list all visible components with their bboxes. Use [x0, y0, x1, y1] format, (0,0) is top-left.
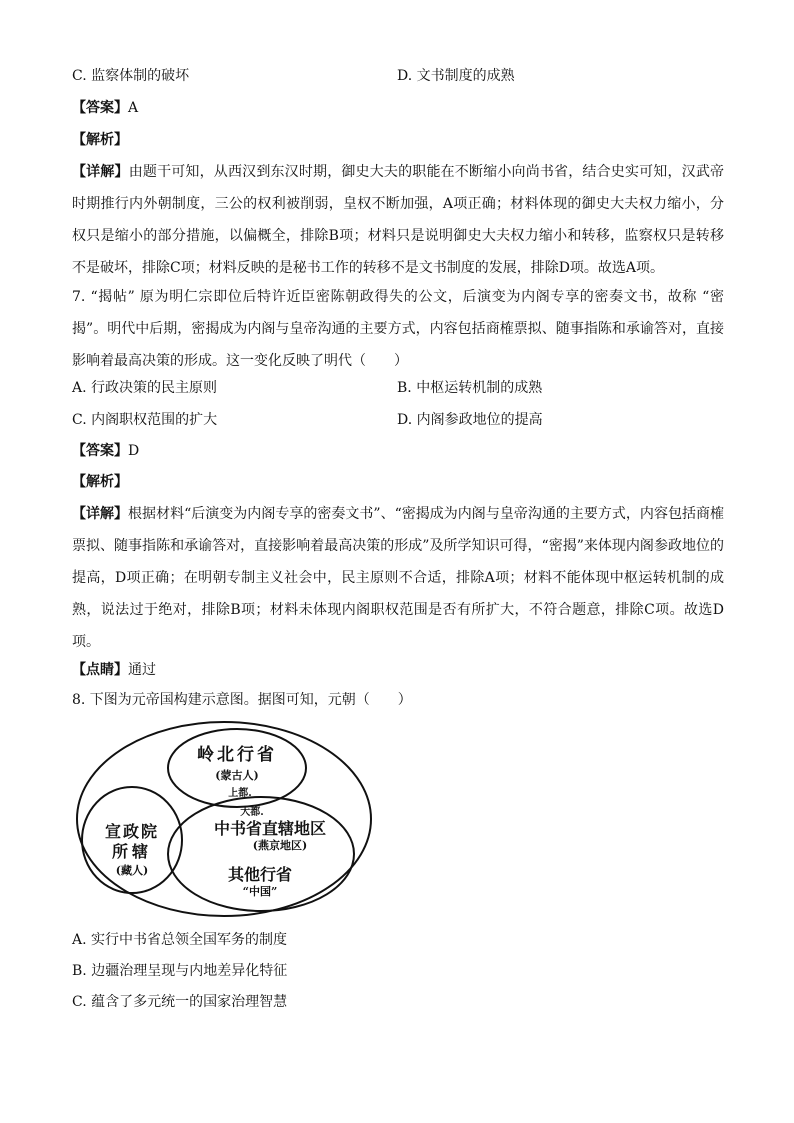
q7-option-d: D. 内阁参政地位的提高	[397, 412, 543, 428]
xuanzheng-label: 宣政院	[104, 822, 160, 841]
q8-option-b: B. 边疆治理呈现与内地差异化特征	[72, 963, 288, 979]
zhongshu-label: 中书省直辖地区	[213, 819, 327, 838]
q6-analysis-tag: 【解析】	[72, 132, 128, 148]
answer-value: D	[128, 443, 140, 459]
q7-detail	[72, 498, 724, 658]
xuanzheng-label-2: 所辖	[111, 842, 153, 861]
q7-point	[72, 660, 732, 680]
detail-text: 根据材料“后演变为内阁专享的密奏文书”、“密揭成为内阁与皇帝沟通的主要方式，内容包括商榷票拟、随事指陈和承谕答对，直接影响着最高决策的形成”及所学知识可得，“密揭”来体现内阁参政地位的提高，D项正确；在明朝专制主义社会中，民主原则不合适，排除A项；材料不能体现中枢运转机制的成熟，说法过于绝对，排除B项；材料未体现内阁职权范围是否有所扩大，不符合题意，排除C项。故选D项。	[72, 506, 724, 650]
answer-value: A	[128, 100, 139, 116]
lingbei-sub: (蒙古人)	[215, 769, 259, 782]
zhongshu-sub: (燕京地区)	[252, 839, 308, 852]
q8-option-c: C. 蕴含了多元统一的国家治理智慧	[72, 994, 288, 1010]
q6-option-c: C. 监察体制的破坏	[72, 68, 190, 84]
lingbei-label: 岭北行省	[197, 745, 277, 765]
q7-option-a: A. 行政决策的民主原则	[72, 380, 218, 396]
point-text: 通过	[128, 662, 156, 678]
dadu-label: 大都.	[240, 807, 264, 818]
q7-stem: 7. “揭帖” 原为明仁宗即位后特许近臣密陈朝政得失的公文，后演变为内阁专享的密奏文书，故称 “密揭”。明代中后期，密揭成为内阁与皇帝沟通的主要方式，内容包括商榷票拟、随事指陈和承谕答对，直接影响着最高决策的形成。这一变化反映了明代（ ）	[72, 289, 724, 369]
detail-tag: 【详解】	[72, 164, 129, 180]
point-tag: 【点睛】	[72, 662, 128, 678]
qita-sub: “中国”	[242, 885, 278, 898]
answer-tag: 【答案】	[72, 443, 128, 459]
q8-option-a: A. 实行中书省总领全国军务的制度	[72, 932, 288, 948]
xuanzheng-sub: (藏人)	[115, 864, 149, 877]
q7-answer	[72, 441, 732, 461]
qita-label: 其他行省	[227, 865, 293, 884]
shangdu-label: 上都.	[228, 788, 252, 799]
detail-text: 由题干可知，从西汉到东汉时期，御史大夫的职能在不断缩小向尚书省，结合史实可知，汉武帝时期推行内外朝制度，三公的权利被削弱，皇权不断加强，A项正确；材料体现的御史大夫权力缩小，分权只是缩小的部分措施，以偏概全，排除B项；材料只是说明御史大夫权力缩小和转移，监察权只是转移不是破坏，排除C项；材料反映的是秘书工作的转移不是文书制度的发展，排除D项。故选A项。	[72, 164, 725, 276]
q7-analysis-tag: 【解析】	[72, 474, 128, 490]
detail-tag: 【详解】	[72, 506, 129, 522]
q6-answer	[72, 98, 732, 118]
q7-option-c: C. 内阁职权范围的扩大	[72, 412, 218, 428]
answer-tag: 【答案】	[72, 100, 128, 116]
q7-option-b: B. 中枢运转机制的成熟	[397, 380, 543, 396]
q6-detail	[72, 156, 724, 284]
q8-stem: 8. 下图为元帝国构建示意图。据图可知，元朝（ ）	[72, 692, 412, 708]
q6-option-d: D. 文书制度的成熟	[397, 68, 515, 84]
yuan-empire-diagram	[74, 718, 374, 918]
